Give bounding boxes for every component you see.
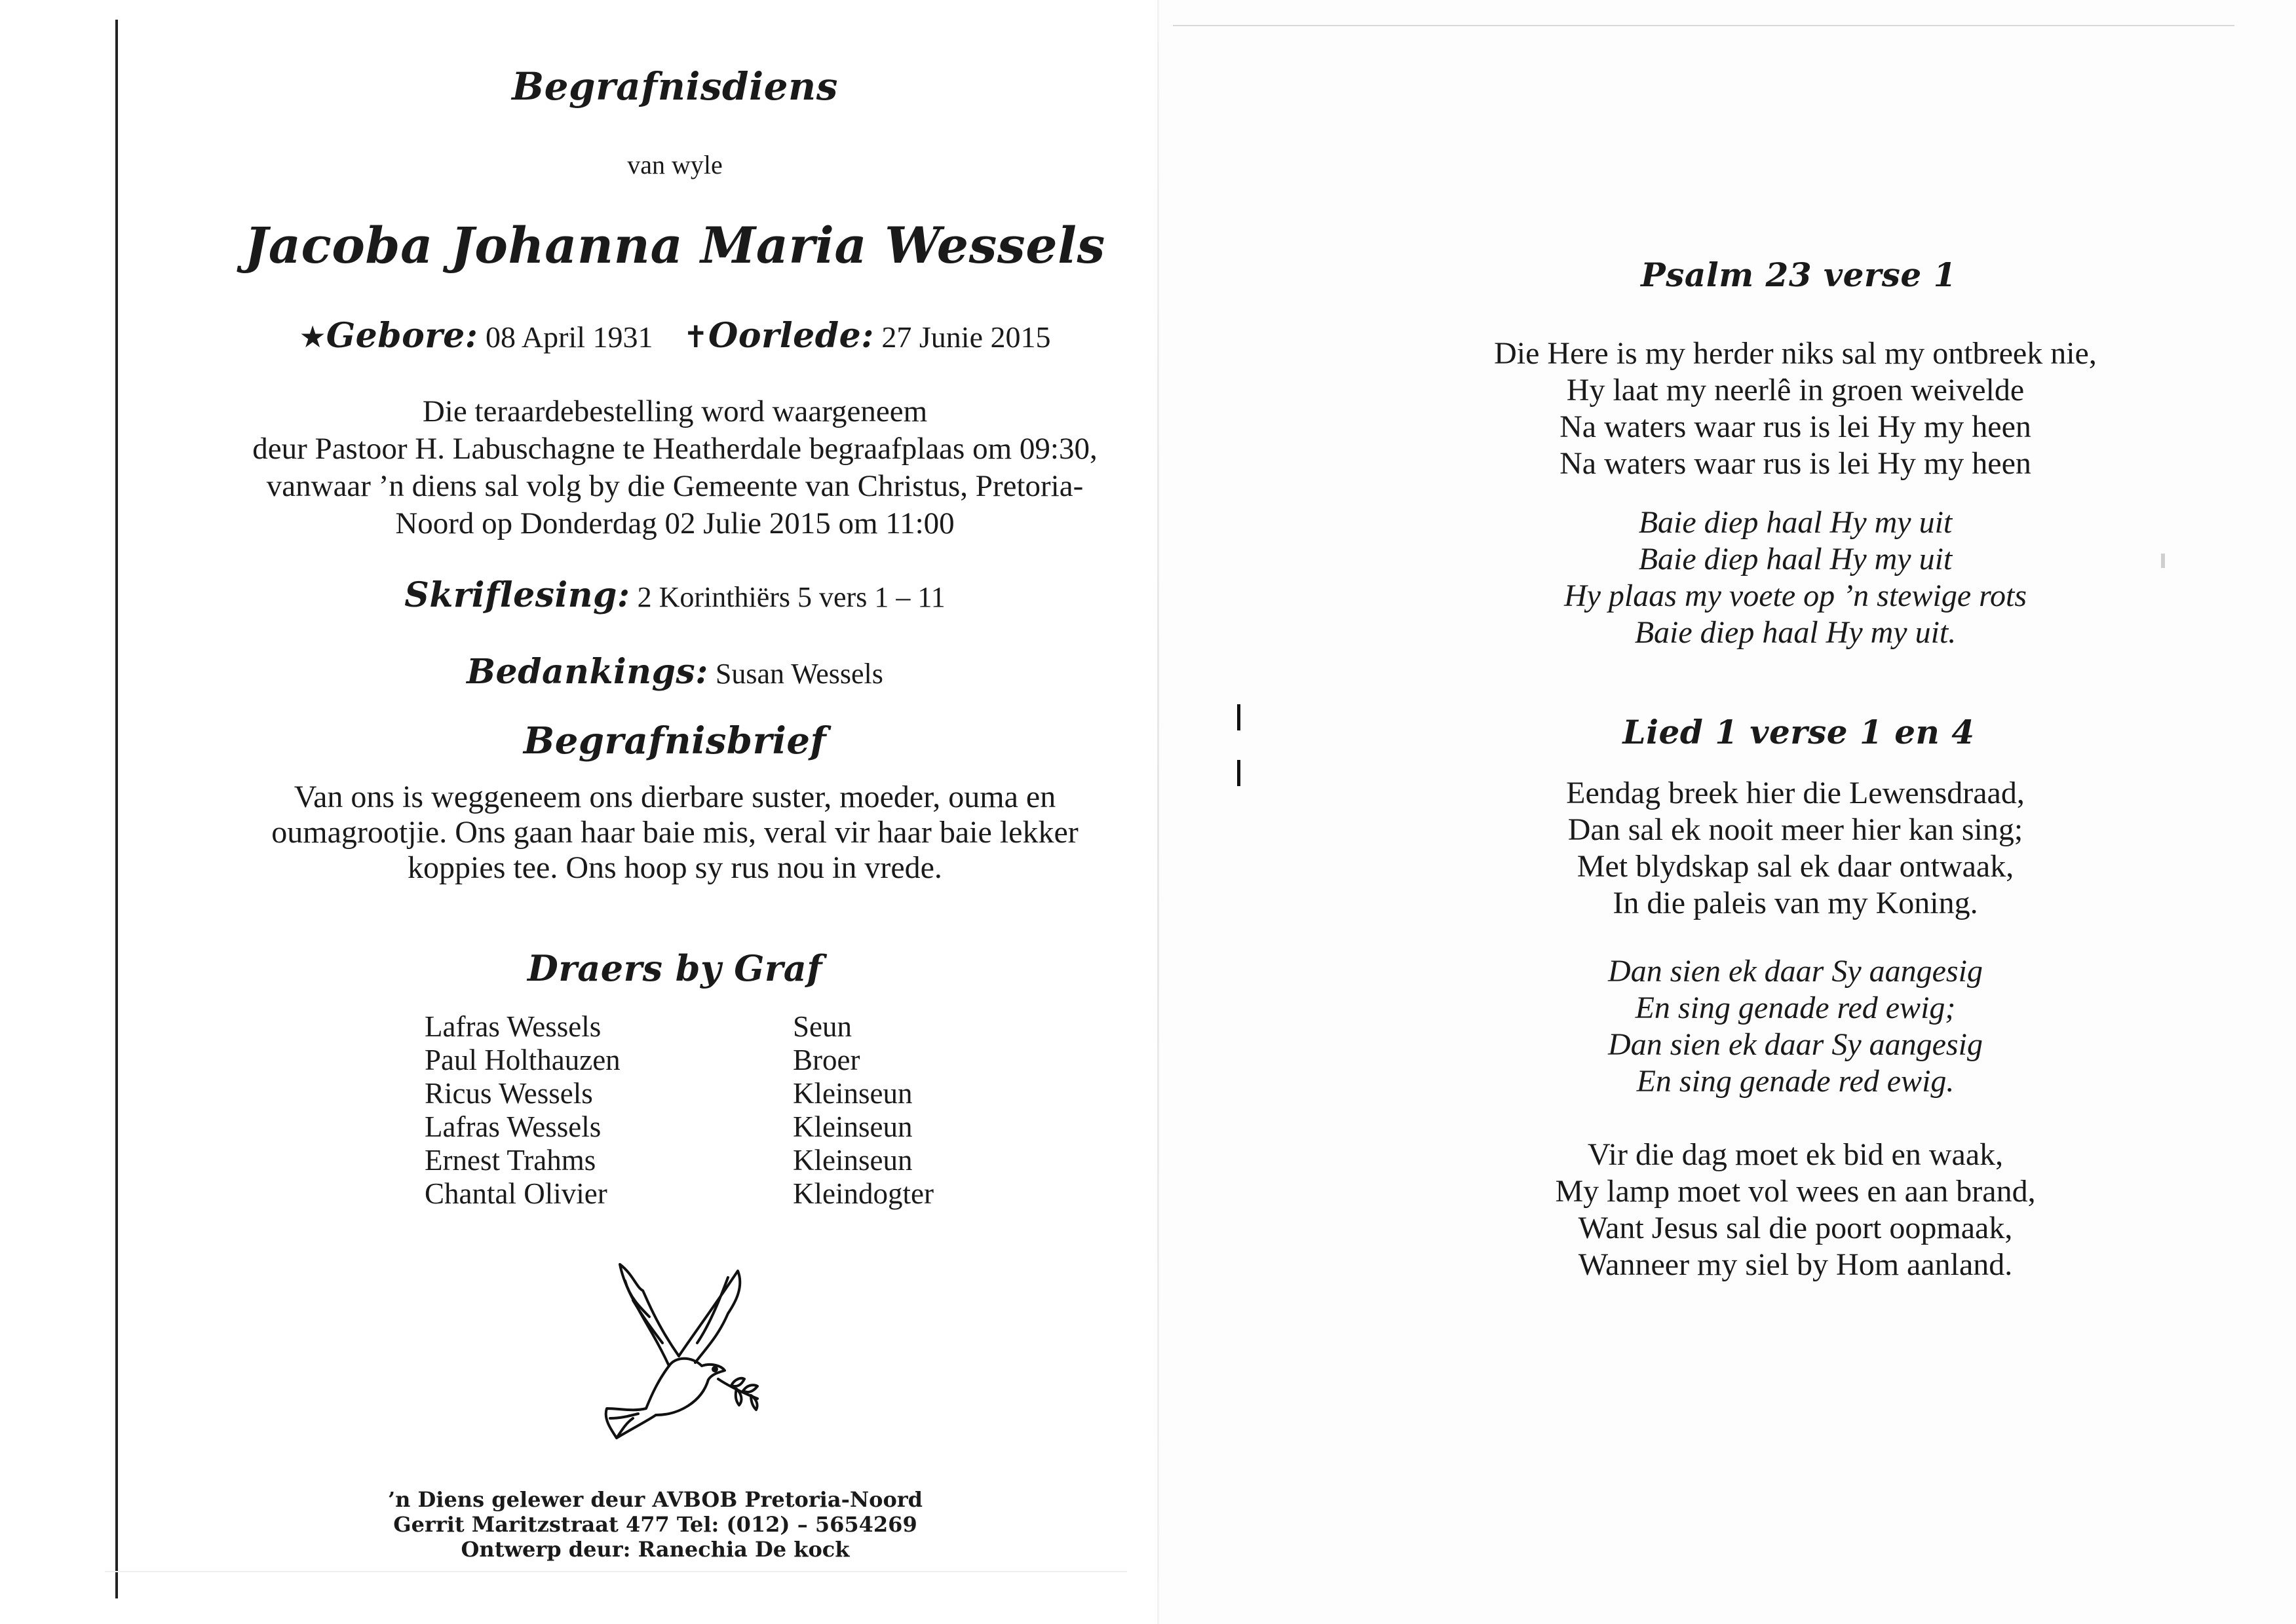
bearer-relation: Seun: [793, 1010, 852, 1043]
bearer-name: Lafras Wessels: [425, 1010, 602, 1043]
scripture-reading: [0, 575, 1350, 615]
footer-line: ’n Diens gelewer deur AVBOB Pretoria-Noord: [387, 1487, 923, 1512]
thanks-value: Susan Wessels: [715, 658, 883, 690]
service-line: Noord op Donderdag 02 Julie 2015 om 11:00: [395, 506, 955, 540]
footer-line: Ontwerp deur: Ranechia De kock: [461, 1537, 850, 1562]
fold-mark: [1237, 760, 1240, 786]
service-line: Die teraardebestelling word waargeneem: [422, 394, 928, 428]
verse-line: Baie diep haal Hy my uit.: [1634, 615, 1957, 650]
hymn-verse: [1402, 1137, 2189, 1283]
bearer-name: Paul Holthauzen: [425, 1044, 621, 1076]
funeral-letter: [118, 780, 1232, 886]
bearer-row: [425, 1177, 934, 1211]
service-line: deur Pastoor H. Labuschagne te Heatherdale begraafplaas om 09:30,: [252, 432, 1098, 466]
service-details: [118, 393, 1232, 542]
dove-icon: [587, 1251, 771, 1454]
verse-line: Met blydskap sal ek daar ontwaak,: [1577, 849, 2014, 884]
died-label: Oorlede:: [708, 316, 874, 356]
footer-line: Gerrit Maritzstraat 477 Tel: (012) – 5654269: [393, 1512, 917, 1537]
letter-line: Van ons is weggeneem ons dierbare suster, moeder, ouma en: [294, 780, 1056, 814]
psalm-verse: [1402, 335, 2189, 482]
bearer-name: Lafras Wessels: [425, 1110, 602, 1143]
footer: [0, 1487, 1311, 1562]
verse-line: Dan sal ek nooit meer hier kan sing;: [1567, 812, 2023, 847]
cross-icon: ✝: [683, 320, 709, 354]
bearer-relation: Broer: [793, 1044, 860, 1076]
letter-line: oumagrootjie. Ons gaan haar baie mis, veral vir haar baie lekker: [271, 815, 1079, 850]
verse-line: Na waters waar rus is lei Hy my heen: [1559, 409, 2031, 444]
bearer-row: [425, 1144, 934, 1177]
verse-line: Baie diep haal Hy my uit: [1638, 542, 1953, 576]
scan-edge-top: [1173, 25, 2234, 26]
service-title: Begrafnisdiens: [512, 64, 838, 109]
verse-line: Dan sien ek daar Sy aangesig: [1608, 1027, 1983, 1062]
letter-line: koppies tee. Ons hoop sy rus nou in vrede.: [408, 850, 942, 885]
verse-line: Hy laat my neerlê in groen weivelde: [1566, 373, 2025, 407]
verse-line: Die Here is my herder niks sal my ontbreek nie,: [1494, 336, 2097, 371]
bearer-relation: Kleinseun: [793, 1077, 913, 1110]
bearer-row: [425, 1010, 934, 1044]
bearer-row: [425, 1044, 934, 1077]
died-date: 27 Junie 2015: [881, 320, 1051, 354]
verse-line: My lamp moet vol wees en aan brand,: [1555, 1174, 2036, 1209]
bearer-row: [425, 1077, 934, 1110]
verse-line: Vir die dag moet ek bid en waak,: [1587, 1137, 2004, 1172]
verse-line: Want Jesus sal die poort oopmaak,: [1578, 1211, 2013, 1245]
dates-line: [0, 316, 1350, 356]
service-line: vanwaar ’n diens sal volg by die Gemeente van Christus, Pretoria-: [266, 469, 1084, 503]
bearers-title: Draers by Graf: [527, 947, 822, 989]
reading-label: Skriflesing:: [404, 575, 630, 615]
verse-line: En sing genade red ewig;: [1635, 991, 1956, 1025]
thanks: [0, 652, 1350, 692]
verse-line: Dan sien ek daar Sy aangesig: [1608, 954, 1983, 989]
scan-edge-bottom: [105, 1571, 1127, 1572]
bearer-relation: Kleinseun: [793, 1110, 913, 1143]
reading-value: 2 Korinthiërs 5 vers 1 – 11: [637, 581, 946, 613]
thanks-label: Bedankings:: [467, 652, 708, 692]
letter-title: Begrafnisbrief: [523, 719, 827, 763]
verse-line: Hy plaas my voete op ’n stewige rots: [1563, 578, 2027, 613]
verse-line: In die paleis van my Koning.: [1613, 886, 1978, 920]
psalm-title: Psalm 23 verse 1: [1641, 255, 1957, 294]
bearer-name: Ricus Wessels: [425, 1077, 593, 1110]
hymn-verse: [1402, 775, 2189, 922]
star-icon: ★: [299, 320, 326, 354]
verse-line: En sing genade red ewig.: [1636, 1064, 1955, 1099]
bearer-relation: Kleindogter: [793, 1177, 934, 1210]
verse-line: Eendag breek hier die Lewensdraad,: [1566, 776, 2025, 810]
bearer-relation: Kleinseun: [793, 1144, 913, 1177]
bearer-name: Chantal Olivier: [425, 1177, 607, 1210]
verse-line: Wanneer my siel by Hom aanland.: [1578, 1247, 2013, 1282]
bearers-table: [425, 1010, 934, 1211]
psalm-chorus: [1402, 504, 2189, 651]
verse-line: Baie diep haal Hy my uit: [1638, 505, 1953, 540]
hymn-title: Lied 1 verse 1 en 4: [1622, 713, 1975, 751]
born-label: Gebore:: [326, 316, 478, 356]
bearer-name: Ernest Trahms: [425, 1144, 596, 1177]
born-date: 08 April 1931: [485, 320, 653, 354]
hymn-chorus: [1402, 953, 2189, 1100]
deceased-name: Jacoba Johanna Maria Wessels: [244, 216, 1105, 274]
subtitle: van wyle: [627, 150, 723, 179]
bearer-row: [425, 1110, 934, 1144]
verse-line: Na waters waar rus is lei Hy my heen: [1559, 446, 2031, 481]
